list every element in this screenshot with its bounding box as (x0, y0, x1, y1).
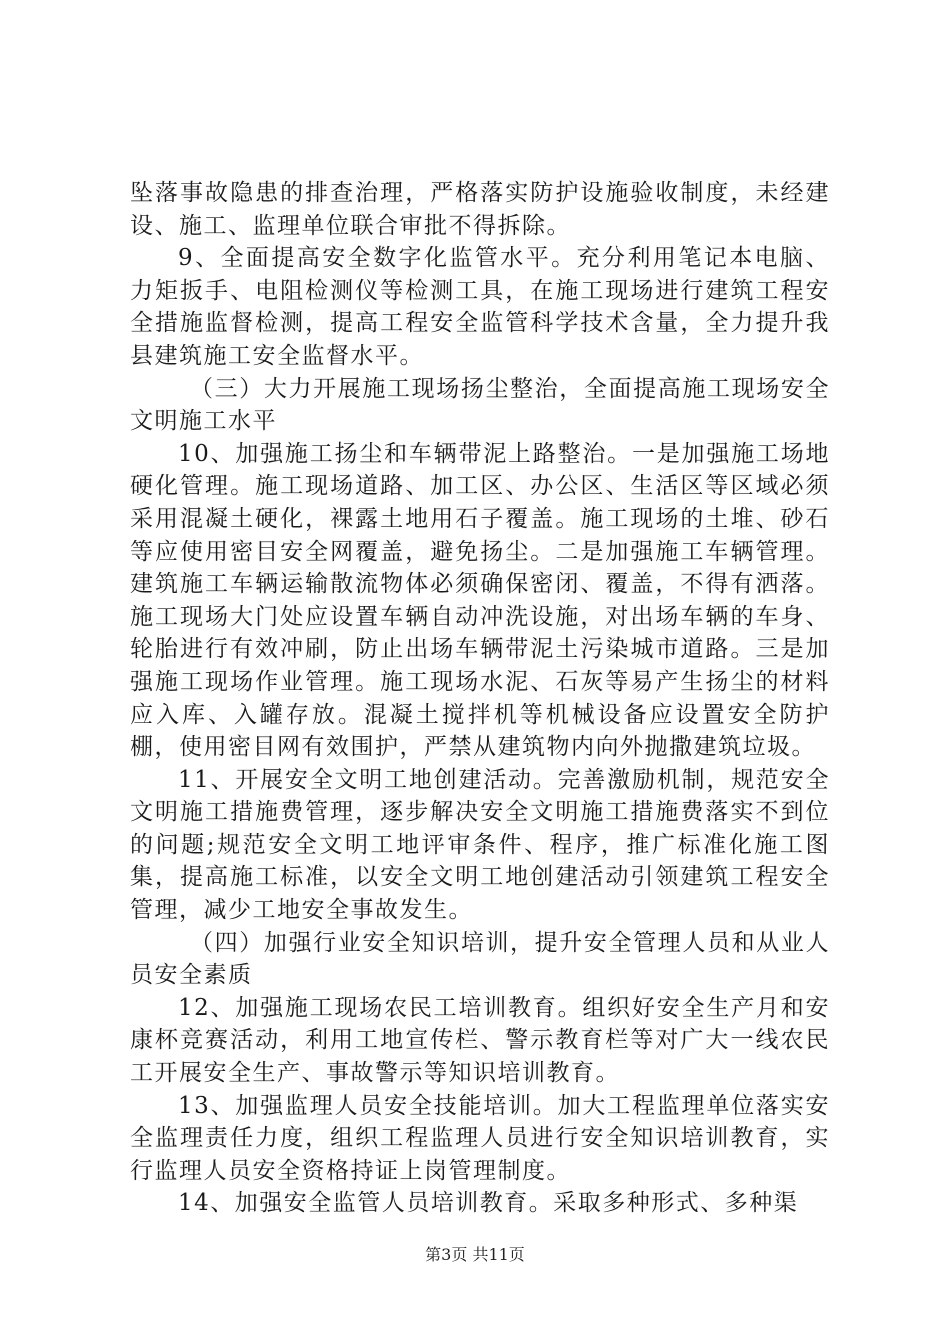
paragraph-item-13: 13、加强监理人员安全技能培训。加大工程监理单位落实安全监理责任力度，组织工程监理人员进行安全知识培训教育，实行监理人员安全资格持证上岗管理制度。 (130, 1092, 830, 1184)
paragraph-item-9: 9、全面提高安全数字化监管水平。充分利用笔记本电脑、力矩扳手、电阻检测仪等检测工具，在施工现场进行建筑工程安全措施监督检测，提高工程安全监管科学技术含量，全力提升我县建筑施工安全监督水平。 (130, 245, 830, 369)
page-number-footer: 第3页 共11页 (425, 1245, 525, 1264)
paragraph-item-10: 10、加强施工扬尘和车辆带泥上路整治。一是加强施工场地硬化管理。施工现场道路、加工区、办公区、生活区等区域必须采用混凝土硬化，裸露土地用石子覆盖。施工现场的土堆、砂石等应使用密目安全网覆盖，避免扬尘。二是加强施工车辆管理。建筑施工车辆运输散流物体必须确保密闭、覆盖，不得有洒落。施工现场大门处应设置车辆自动冲洗设施，对出场车辆的车身、轮胎进行有效冲刷，防止出场车辆带泥土污染城市道路。三是加强施工现场作业管理。施工现场水泥、石灰等易产生扬尘的材料应入库、入罐存放。混凝土搅拌机等机械设备应设置安全防护棚，使用密目网有效围护，严禁从建筑物内向外抛撒建筑垃圾。 (130, 440, 830, 761)
paragraph-item-14: 14、加强安全监管人员培训教育。采取多种形式、多种渠 (178, 1190, 799, 1217)
section-heading-3: （三）大力开展施工现场扬尘整治，全面提高施工现场安全文明施工水平 (130, 375, 830, 435)
paragraph-continuation: 坠落事故隐患的排查治理，严格落实防护设施验收制度，未经建设、施工、监理单位联合审批不得拆除。 (130, 180, 830, 239)
paragraph-item-11: 11、开展安全文明工地创建活动。完善激励机制，规范安全文明施工措施费管理，逐步解决安全文明施工措施费落实不到位的问题;规范安全文明工地评审条件、程序，推广标准化施工图集，提高施工标准，以安全文明工地创建活动引领建筑工程安全管理，减少工地安全事故发生。 (130, 766, 830, 924)
section-heading-4: （四）加强行业安全知识培训，提升安全管理人员和从业人员安全素质 (130, 929, 830, 989)
paragraph-item-12: 12、加强施工现场农民工培训教育。组织好安全生产月和安康杯竞赛活动，利用工地宣传栏、警示教育栏等对广大一线农民工开展安全生产、事故警示等知识培训教育。 (130, 994, 830, 1087)
document-body (130, 177, 830, 1220)
